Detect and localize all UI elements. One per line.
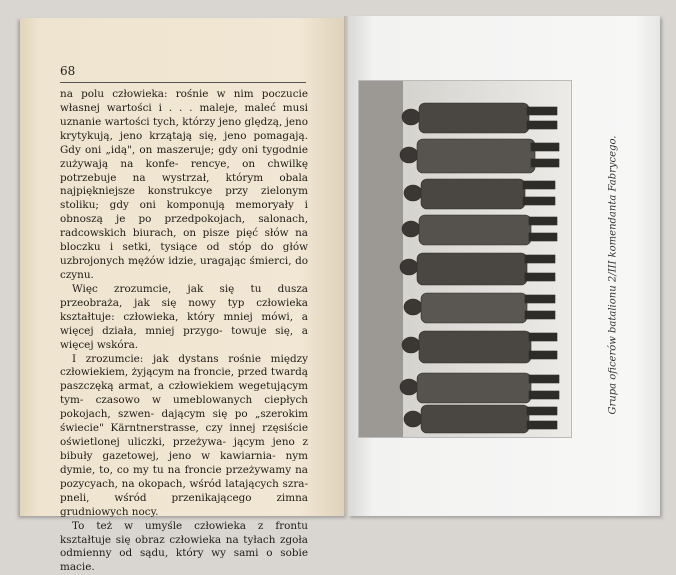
photo-caption-text: Grupa oficerów batalionu 2/III komendanta Fabrycego. — [607, 135, 619, 415]
text-line: śmierci, do czynu. — [60, 255, 308, 281]
text-line: który mniej mówi, a więcej działa, mniej przygo- — [60, 310, 308, 337]
text-line: paszczęką armat, a człowiekiem wegetującym tym- — [60, 380, 308, 407]
text-line: tych, którzy jeno ględzą, jeno krytykują, jeno — [60, 115, 308, 142]
text-line: się obraz człowieka na tyłach zgoła odmienny od — [60, 533, 308, 560]
text-line: towuje się, a więcej wskóra. — [60, 324, 308, 351]
text-line: I zrozumcie: jak dystans rośnie między — [72, 352, 308, 365]
page-number: 68 — [60, 64, 76, 78]
text-line: człowiekiem, żyjącym na froncie, przed twardą — [60, 366, 308, 379]
text-line: nym dymie, to, co my tu na froncie przeżywamy — [60, 449, 308, 476]
text-line: pneli, wśród przenikającego zimna grudniowych nocy. — [60, 491, 308, 518]
header-rule — [60, 82, 306, 83]
text-line: jak się nowy typ człowieka kształtuje: człowieka, — [60, 296, 308, 323]
text-line: na pozycyach, na okopach, wśród latających szra- — [60, 463, 308, 490]
text-line: Więc zrozumcie, jak się tu dusza przeobraża, — [60, 282, 308, 309]
text-line: stoliku; gdy oni komponują memoryały i obnoszą — [60, 199, 308, 226]
text-line: dającym się po „szerokim świecie" Kärntnerstrasse, — [60, 408, 308, 435]
text-line: jącym jeno z bibuły gazetowej, jeno w kawiarnia- — [60, 436, 308, 462]
body-text — [60, 88, 308, 575]
text-line: To też w umyśle człowieka z frontu kształtuje — [60, 519, 308, 546]
officers-group-photo — [358, 80, 572, 438]
paragraph — [60, 520, 308, 575]
text-line: on pisze pięć słów na bloczku i setki, tysiące od — [60, 227, 308, 254]
paragraph — [60, 283, 308, 353]
text-line: rencye, on chwilkę potrzebuje na wystrzał, którym — [60, 157, 308, 184]
text-line: stóp do głów uzbrojonych mężów idzie, uragając — [60, 241, 308, 268]
text-line: maszeruje; gdy oni tygodnie zużywają na konfe- — [60, 143, 308, 170]
text-line: na polu człowieka: rośnie w nim poczucie własnej — [60, 88, 308, 114]
text-line: czy innej rzęsiście oświetlonej uliczki, przeżywa- — [60, 422, 308, 449]
text-line: czasowo w umeblowanych ciepłych pokojach, szwen- — [60, 394, 308, 421]
text-line: sądu, który wy sami o sobie macie. — [60, 547, 308, 574]
text-line: wartości i . . . maleje, maleć musi uznanie wartości — [60, 101, 308, 128]
photo-caption — [606, 110, 620, 440]
text-line: je po przedpokojach, salonach, radcowskich biurach, — [60, 213, 308, 240]
text-line: krzątają się, jeno pomagają. Gdy oni „idą", on — [60, 129, 308, 156]
photo-illustration — [359, 81, 571, 437]
paragraph — [60, 88, 308, 283]
text-line: obala najpiękniejsze konstrukcye przy zielonym — [60, 171, 308, 198]
paragraph — [60, 353, 308, 520]
